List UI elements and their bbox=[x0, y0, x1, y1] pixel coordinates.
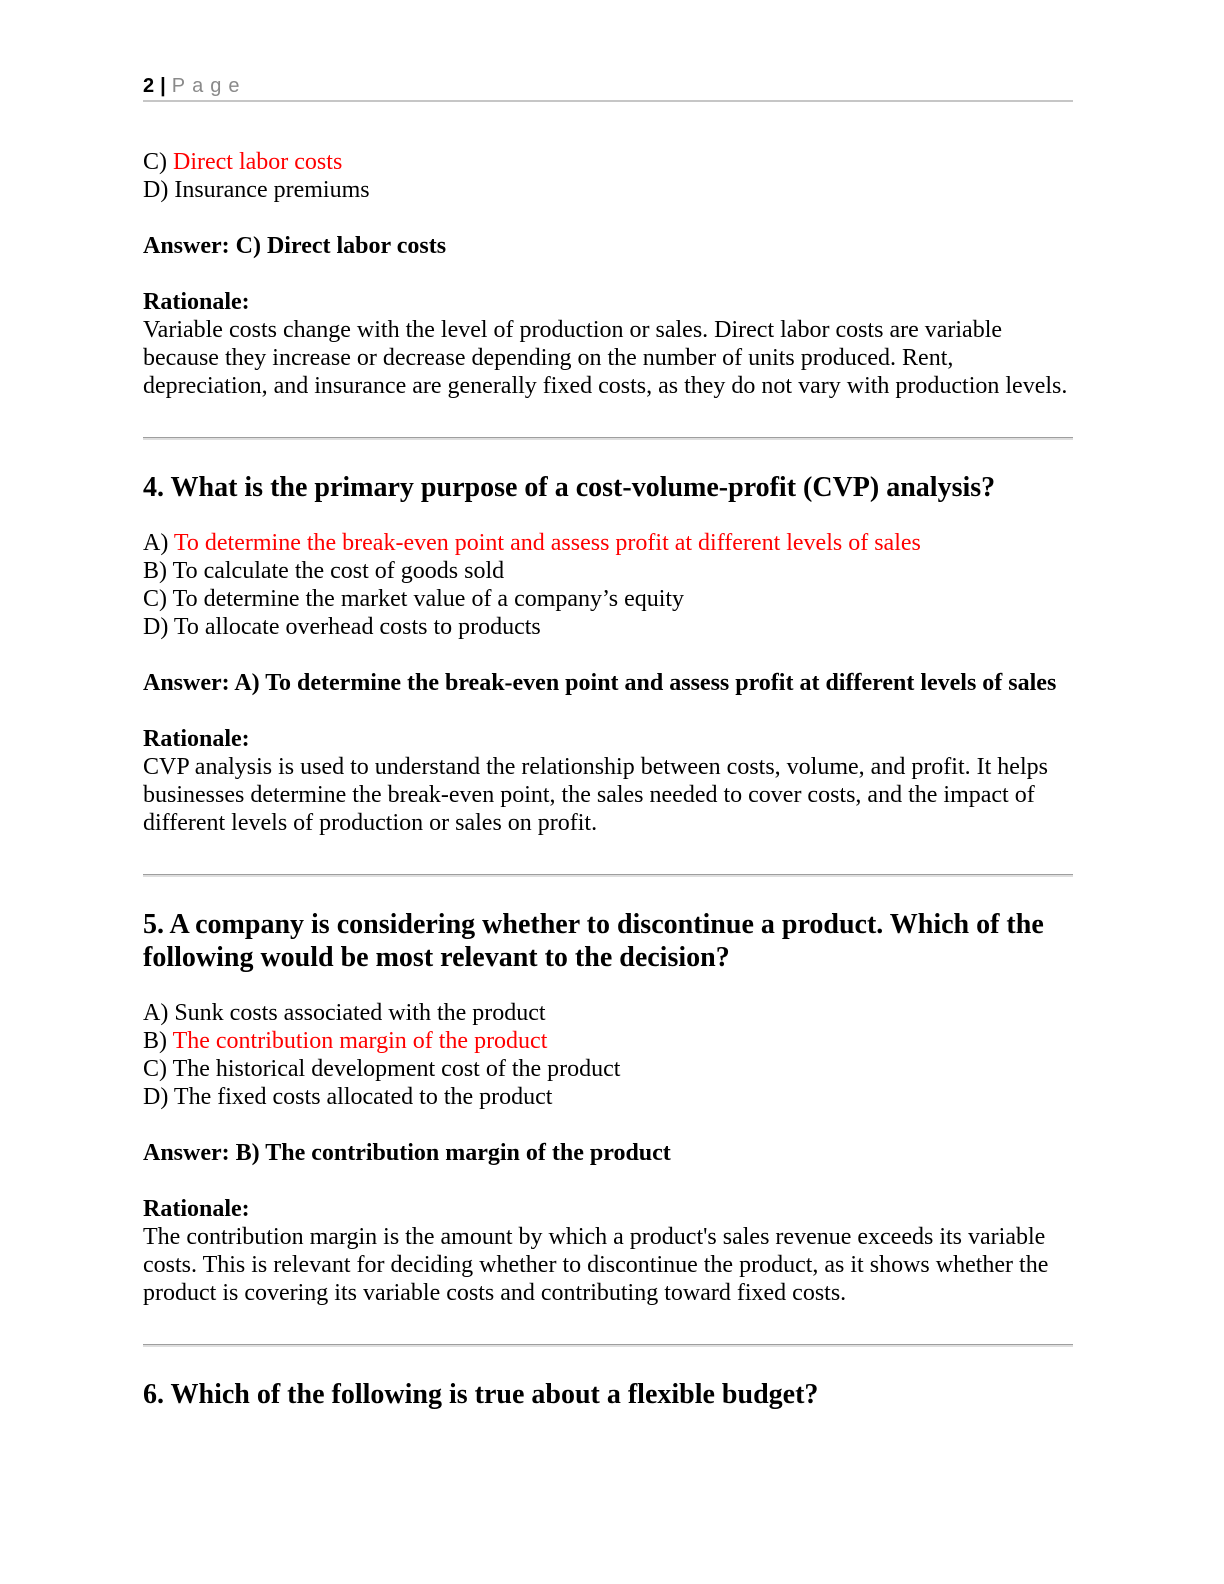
option-text-highlighted: The contribution margin of the product bbox=[172, 1028, 548, 1054]
option-line bbox=[143, 999, 1073, 1027]
option-prefix: B) bbox=[143, 1028, 167, 1054]
section-divider bbox=[143, 437, 1073, 440]
page-number: 2 bbox=[143, 75, 155, 97]
option-text: To determine the market value of a company’s equity bbox=[172, 586, 685, 612]
option-text: Insurance premiums bbox=[174, 177, 370, 203]
rationale-text: The contribution margin is the amount by which a product's sales revenue exceeds its variable costs. This is relevant for deciding whether to discontinue the product, as it shows whether the product is covering its variable costs and contributing toward fixed costs. bbox=[143, 1224, 1049, 1306]
option-line bbox=[143, 148, 1073, 176]
rationale-text: Variable costs change with the level of production or sales. Direct labor costs are variable because they increase or decrease depending on the number of units produced. Rent, depreciation, and insurance are generally fixed costs, as they do not vary with production levels. bbox=[143, 317, 1068, 399]
question-title: 5. A company is considering whether to discontinue a product. Which of the following would be most relevant to the decision? bbox=[143, 909, 1044, 973]
option-text: Sunk costs associated with the product bbox=[174, 1000, 546, 1026]
option-prefix: D) bbox=[143, 1084, 169, 1110]
option-prefix: C) bbox=[143, 1056, 167, 1082]
rationale-text: CVP analysis is used to understand the relationship between costs, volume, and profit. It helps businesses determine the break-even point, the sales needed to cover costs, and the impact of different levels of production or sales on profit. bbox=[143, 754, 1048, 836]
question-4-section bbox=[143, 471, 1073, 837]
question-title: 6. Which of the following is true about a flexible budget? bbox=[143, 1379, 819, 1410]
answer-line: Answer: C) Direct labor costs bbox=[143, 233, 447, 259]
question-title: 4. What is the primary purpose of a cost-volume-profit (CVP) analysis? bbox=[143, 472, 996, 503]
option-line bbox=[143, 557, 1073, 585]
option-line bbox=[143, 1083, 1073, 1111]
option-text: To calculate the cost of goods sold bbox=[172, 558, 505, 584]
header-separator: | bbox=[160, 75, 166, 97]
option-text-highlighted: Direct labor costs bbox=[173, 149, 343, 175]
option-prefix: D) bbox=[143, 177, 169, 203]
answer-line: Answer: B) The contribution margin of the product bbox=[143, 1140, 671, 1166]
option-line bbox=[143, 176, 1073, 204]
rationale-label: Rationale: bbox=[143, 1196, 250, 1222]
option-line bbox=[143, 1055, 1073, 1083]
page-header bbox=[143, 0, 1073, 102]
option-text: The historical development cost of the product bbox=[172, 1056, 621, 1082]
option-line bbox=[143, 1027, 1073, 1055]
option-prefix: A) bbox=[143, 1000, 169, 1026]
answer-line: Answer: A) To determine the break-even point and assess profit at different levels of sales bbox=[143, 670, 1057, 696]
option-prefix: C) bbox=[143, 586, 167, 612]
option-prefix: C) bbox=[143, 149, 167, 175]
header-page-label: Page bbox=[171, 75, 247, 97]
rationale-label: Rationale: bbox=[143, 289, 250, 315]
option-prefix: D) bbox=[143, 614, 169, 640]
option-prefix: A) bbox=[143, 530, 169, 556]
section-divider bbox=[143, 874, 1073, 877]
option-text: To allocate overhead costs to products bbox=[173, 614, 541, 640]
option-text-highlighted: To determine the break-even point and assess profit at different levels of sales bbox=[173, 530, 921, 556]
option-line bbox=[143, 613, 1073, 641]
question-5-section bbox=[143, 908, 1073, 1307]
rationale-label: Rationale: bbox=[143, 726, 250, 752]
header-rule bbox=[143, 100, 1073, 102]
question-3-section bbox=[143, 148, 1073, 400]
question-6-section bbox=[143, 1378, 1073, 1411]
option-prefix: B) bbox=[143, 558, 167, 584]
option-text: The fixed costs allocated to the product bbox=[173, 1084, 553, 1110]
option-line bbox=[143, 529, 1073, 557]
section-divider bbox=[143, 1344, 1073, 1347]
option-line bbox=[143, 585, 1073, 613]
